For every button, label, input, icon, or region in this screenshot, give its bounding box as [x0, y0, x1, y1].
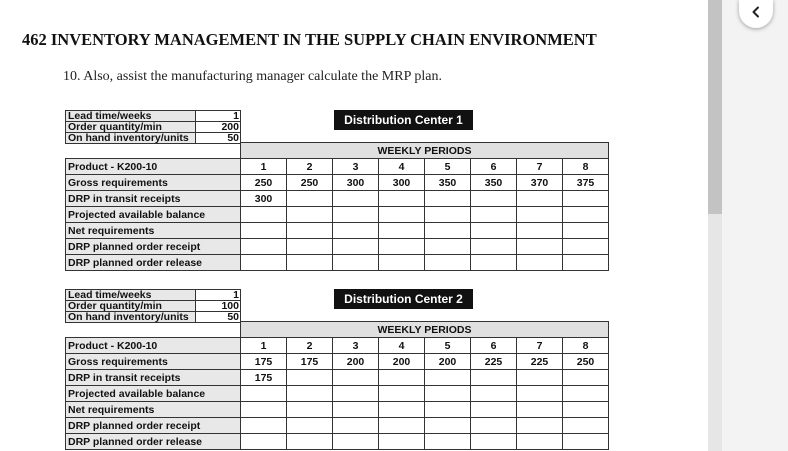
- drp-cell: [471, 386, 517, 402]
- drp-cell: [563, 223, 609, 239]
- drp-cell: [563, 191, 609, 207]
- drp-cell: 300: [333, 175, 379, 191]
- parameter-label: On hand inventory/units: [66, 312, 196, 323]
- drp-row-label: DRP in transit receipts: [66, 191, 241, 207]
- drp-cell: 375: [563, 175, 609, 191]
- period-number: 7: [517, 159, 563, 175]
- parameter-value: 200: [196, 122, 241, 133]
- drp-cell: [287, 386, 333, 402]
- drp-row-label: DRP planned order receipt: [66, 418, 241, 434]
- parameter-value: 100: [196, 301, 241, 312]
- drp-cell: 200: [379, 354, 425, 370]
- drp-cell: [563, 370, 609, 386]
- drp-cell: [471, 418, 517, 434]
- drp-cell: [287, 223, 333, 239]
- inventory-parameter-row: [66, 111, 241, 122]
- drp-cell: [379, 255, 425, 271]
- period-number: 5: [425, 338, 471, 354]
- dc1-worksheet: [65, 110, 612, 280]
- inventory-parameters-table: [65, 289, 241, 323]
- drp-cell: [379, 434, 425, 450]
- drp-cell: [241, 223, 287, 239]
- drp-cell: [471, 239, 517, 255]
- drp-cell: [333, 418, 379, 434]
- drp-cell: [517, 418, 563, 434]
- parameter-value: 50: [196, 312, 241, 323]
- drp-row: [66, 223, 609, 239]
- distribution-center-title: Distribution Center 1: [334, 110, 473, 130]
- drp-cell: [563, 418, 609, 434]
- drp-grid: [65, 142, 609, 271]
- drp-cell: [287, 207, 333, 223]
- parameter-label: On hand inventory/units: [66, 133, 196, 144]
- drp-row: [66, 207, 609, 223]
- drp-cell: [333, 370, 379, 386]
- period-number: 6: [471, 338, 517, 354]
- drp-row: [66, 386, 609, 402]
- drp-cell: 350: [471, 175, 517, 191]
- drp-cell: [333, 402, 379, 418]
- drp-cell: [517, 207, 563, 223]
- drp-cell: [563, 239, 609, 255]
- dc2-worksheet: [65, 289, 612, 451]
- parameter-value: 1: [196, 290, 241, 301]
- drp-cell: 370: [517, 175, 563, 191]
- drp-cell: [241, 386, 287, 402]
- weekly-periods-header-row: [66, 322, 609, 338]
- drp-cell: 200: [425, 354, 471, 370]
- drp-cell: [333, 191, 379, 207]
- drp-cell: [287, 402, 333, 418]
- drp-cell: 250: [241, 175, 287, 191]
- drp-cell: [517, 255, 563, 271]
- drp-cell: [517, 370, 563, 386]
- vertical-scrollbar[interactable]: [708, 0, 722, 451]
- drp-row-label: Net requirements: [66, 402, 241, 418]
- drp-cell: 175: [287, 354, 333, 370]
- parameter-label: Order quantity/min: [66, 301, 196, 312]
- drp-cell: [563, 255, 609, 271]
- drp-cell: [471, 191, 517, 207]
- drp-cell: 225: [517, 354, 563, 370]
- drp-cell: [379, 223, 425, 239]
- period-number-row: [66, 159, 609, 175]
- drp-cell: [241, 402, 287, 418]
- period-number: 2: [287, 159, 333, 175]
- drp-row: [66, 175, 609, 191]
- header-spacer: [66, 143, 241, 159]
- side-panel: [722, 0, 788, 451]
- drp-cell: 175: [241, 354, 287, 370]
- drp-cell: [425, 370, 471, 386]
- drp-cell: 225: [471, 354, 517, 370]
- drp-cell: [287, 434, 333, 450]
- drp-row-label: Net requirements: [66, 223, 241, 239]
- inventory-parameter-row: [66, 122, 241, 133]
- drp-cell: [517, 223, 563, 239]
- parameter-value: 50: [196, 133, 241, 144]
- distribution-center-title: Distribution Center 2: [334, 289, 473, 309]
- drp-cell: 200: [333, 354, 379, 370]
- period-number: 2: [287, 338, 333, 354]
- drp-row-label: Projected available balance: [66, 386, 241, 402]
- drp-cell: [563, 207, 609, 223]
- drp-cell: [425, 207, 471, 223]
- drp-cell: 250: [563, 354, 609, 370]
- scrollbar-thumb[interactable]: [708, 0, 722, 214]
- parameter-label: Lead time/weeks: [66, 111, 196, 122]
- drp-cell: 300: [379, 175, 425, 191]
- period-number: 5: [425, 159, 471, 175]
- drp-cell: [333, 239, 379, 255]
- product-label: Product - K200-10: [66, 338, 241, 354]
- drp-cell: [287, 418, 333, 434]
- drp-cell: [287, 255, 333, 271]
- drp-row-label: DRP planned order release: [66, 255, 241, 271]
- product-label: Product - K200-10: [66, 159, 241, 175]
- running-head: 462 INVENTORY MANAGEMENT IN THE SUPPLY CHAIN ENVIRONMENT: [22, 30, 597, 49]
- drp-row-label: Gross requirements: [66, 354, 241, 370]
- period-number: 4: [379, 159, 425, 175]
- drp-cell: [287, 191, 333, 207]
- drp-cell: [241, 255, 287, 271]
- question-text: 10. Also, assist the manufacturing manager calculate the MRP plan.: [63, 69, 442, 84]
- drp-cell: [471, 402, 517, 418]
- parameter-value: 1: [196, 111, 241, 122]
- drp-cell: [517, 402, 563, 418]
- drp-cell: [517, 386, 563, 402]
- weekly-periods-header: WEEKLY PERIODS: [241, 322, 609, 338]
- drp-cell: [333, 255, 379, 271]
- period-number: 3: [333, 159, 379, 175]
- drp-row: [66, 434, 609, 450]
- drp-cell: [333, 434, 379, 450]
- drp-cell: [425, 418, 471, 434]
- drp-cell: [425, 434, 471, 450]
- drp-row: [66, 239, 609, 255]
- drp-row: [66, 354, 609, 370]
- parameter-label: Lead time/weeks: [66, 290, 196, 301]
- drp-row: [66, 370, 609, 386]
- drp-row-label: DRP in transit receipts: [66, 370, 241, 386]
- drp-cell: [517, 191, 563, 207]
- drp-cell: [425, 191, 471, 207]
- drp-cell: [425, 402, 471, 418]
- period-number: 1: [241, 338, 287, 354]
- drp-cell: [333, 207, 379, 223]
- drp-cell: 350: [425, 175, 471, 191]
- drp-cell: [471, 434, 517, 450]
- header-spacer: [66, 322, 241, 338]
- drp-cell: [241, 239, 287, 255]
- drp-cell: [379, 239, 425, 255]
- drp-cell: [287, 239, 333, 255]
- drp-cell: [425, 223, 471, 239]
- drp-cell: 175: [241, 370, 287, 386]
- drp-cell: [471, 223, 517, 239]
- drp-row-label: Projected available balance: [66, 207, 241, 223]
- drp-cell: [333, 223, 379, 239]
- drp-row: [66, 191, 609, 207]
- drp-cell: [517, 239, 563, 255]
- drp-cell: [379, 418, 425, 434]
- parameter-label: Order quantity/min: [66, 122, 196, 133]
- period-number: 4: [379, 338, 425, 354]
- drp-cell: [471, 370, 517, 386]
- period-number: 7: [517, 338, 563, 354]
- drp-cell: 250: [287, 175, 333, 191]
- inventory-parameters-table: [65, 110, 241, 144]
- period-number: 8: [563, 159, 609, 175]
- drp-cell: [333, 386, 379, 402]
- drp-cell: [563, 402, 609, 418]
- drp-cell: [241, 207, 287, 223]
- drp-cell: [471, 255, 517, 271]
- drp-row: [66, 255, 609, 271]
- period-number: 3: [333, 338, 379, 354]
- drp-cell: [425, 255, 471, 271]
- inventory-parameter-row: [66, 301, 241, 312]
- drp-cell: [425, 239, 471, 255]
- drp-cell: [379, 386, 425, 402]
- drp-cell: [241, 418, 287, 434]
- weekly-periods-header-row: [66, 143, 609, 159]
- drp-cell: [241, 434, 287, 450]
- drp-cell: [379, 402, 425, 418]
- drp-row: [66, 402, 609, 418]
- period-number-row: [66, 338, 609, 354]
- drp-cell: 300: [241, 191, 287, 207]
- drp-cell: [563, 434, 609, 450]
- drp-row: [66, 418, 609, 434]
- drp-cell: [379, 370, 425, 386]
- drp-row-label: DRP planned order receipt: [66, 239, 241, 255]
- drp-row-label: DRP planned order release: [66, 434, 241, 450]
- inventory-parameter-row: [66, 290, 241, 301]
- drp-grid: [65, 321, 609, 450]
- drp-row-label: Gross requirements: [66, 175, 241, 191]
- drp-cell: [287, 370, 333, 386]
- drp-cell: [471, 207, 517, 223]
- drp-cell: [425, 386, 471, 402]
- drp-cell: [379, 207, 425, 223]
- period-number: 1: [241, 159, 287, 175]
- chevron-left-icon: [750, 6, 762, 18]
- period-number: 6: [471, 159, 517, 175]
- drp-cell: [563, 386, 609, 402]
- period-number: 8: [563, 338, 609, 354]
- drp-cell: [379, 191, 425, 207]
- weekly-periods-header: WEEKLY PERIODS: [241, 143, 609, 159]
- drp-cell: [517, 434, 563, 450]
